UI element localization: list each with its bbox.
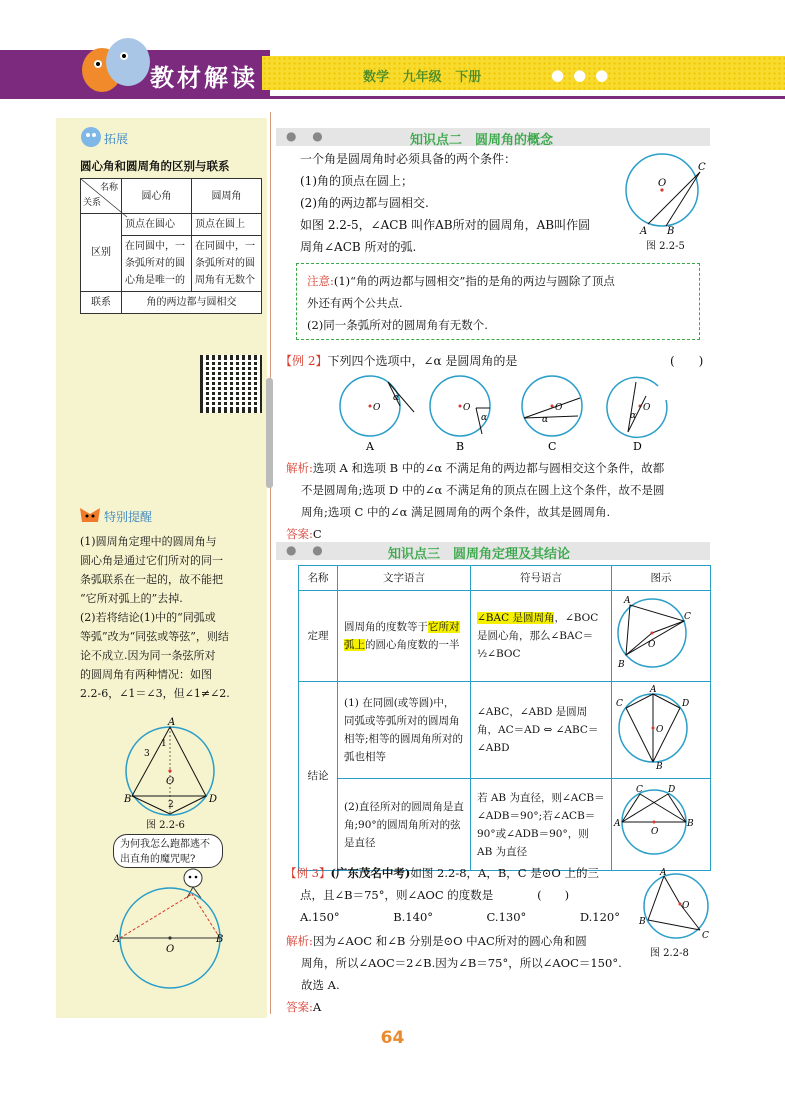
svg-text:O: O: [648, 640, 656, 650]
reminder-title: 特别提醒: [104, 510, 153, 524]
svg-text:O: O: [166, 776, 175, 787]
theorem-circle-diagram: [614, 593, 692, 673]
svg-text:α: α: [630, 411, 637, 421]
reminder-line: 等弧”改为“同弦或等弦”，则结: [80, 630, 229, 643]
svg-text:O: O: [651, 826, 659, 837]
col-header-central: 圆心角: [122, 179, 192, 214]
theorem-symbol-highlight: ∠BAC 是圆周角: [477, 612, 555, 624]
fox-icon: [78, 504, 102, 526]
conclusion-1-symbol: ∠ABC，∠ABD 是圆周角，AC＝AD ⇔ ∠ABC＝∠ABD: [471, 682, 612, 779]
svg-text:C: C: [702, 931, 709, 941]
header-strip: [262, 56, 785, 90]
svg-text:B: B: [618, 660, 625, 670]
conclusion-1-figure: [612, 682, 711, 779]
reminder-line: 条弧联系在一起的，故不能把: [80, 573, 223, 586]
kp2-line: 如图 2.2-5，∠ACB 叫作AB所对的圆周角，AB叫作圆: [300, 218, 591, 232]
speech-bubble: 为何我怎么跑都逃不出直角的魔咒呢?: [113, 834, 223, 868]
header-rule: [0, 96, 785, 99]
option-label: B: [456, 440, 465, 453]
corner-top-label: 名称: [99, 183, 118, 193]
header-subject: [363, 66, 481, 85]
link-cell: 角的两边都与圆相交: [122, 292, 262, 314]
scrollbar-thumb[interactable]: [266, 378, 273, 488]
svg-text:O: O: [643, 403, 651, 413]
svg-text:B: B: [656, 762, 663, 772]
conclusion-2-figure: [612, 779, 711, 871]
note-line: (2)同一条弧所对的圆周角有无数个.: [307, 318, 488, 332]
qr-code-pattern: [203, 358, 259, 410]
column-divider: [270, 112, 271, 1014]
analysis-line: 不是圆周角;选项 D 中的∠α 不满足角的顶点在圆上这个条件，故不是圆: [301, 483, 665, 497]
compare-table-heading: 圆心角和圆周角的区别与联系: [80, 159, 230, 173]
svg-text:B: B: [216, 934, 224, 945]
reminder-line: 圆心角是通过它们所对的同一: [80, 554, 223, 567]
header-dots: ●●●: [551, 66, 618, 84]
kp2-title: 知识点二 圆周角的概念: [410, 133, 554, 148]
svg-text:2: 2: [168, 800, 174, 810]
svg-text:1: 1: [161, 739, 167, 749]
diff-cell: 在同圆中，一条弧所对的圆周角有无数个: [192, 236, 262, 292]
svg-text:O: O: [658, 178, 667, 189]
svg-text:D: D: [209, 794, 218, 805]
option-label: C: [548, 440, 557, 453]
kp3-dots: ● ●: [286, 543, 329, 557]
ex2-question-text: 下列四个选项中，∠α 是圆周角的是: [327, 354, 518, 368]
figure-2-2-8: [638, 868, 714, 944]
theorem-text-post: 的圆心角度数的一半: [365, 639, 460, 651]
theorem-text-highlight: 它所对弧上: [344, 621, 460, 651]
answer-label: 答案:: [286, 1000, 313, 1014]
svg-text:C: C: [684, 612, 691, 622]
volume-label: 下册: [455, 70, 482, 85]
expand-icon: [80, 126, 102, 148]
theorem-symbol-text: ，∠BOC 是圆心角，那么∠BAC＝½∠BOC: [477, 612, 599, 660]
analysis-line: 因为∠AOC 和∠B 分别是⊙O 中AC所对的圆心角和圆: [312, 934, 587, 948]
row-header-difference: 区别: [81, 214, 122, 292]
note-line: 外还有两个公共点.: [307, 296, 403, 310]
svg-text:α: α: [393, 393, 400, 403]
conclusion-1-diagram: [614, 684, 692, 770]
compare-table: [80, 178, 262, 314]
runner-circle-diagram: [114, 880, 230, 998]
analysis-label: 解析:: [286, 934, 313, 948]
theorem-text-pre: 圆周角的度数等于: [344, 621, 428, 633]
reminder-line: (2)若将结论(1)中的“同弧或: [80, 611, 216, 624]
ex3-source: (广东茂名中考): [330, 866, 411, 880]
theorem-figure: [612, 591, 711, 682]
svg-text:A: A: [640, 226, 648, 237]
theorem-text: [338, 591, 471, 682]
ex3-option: D.120°: [579, 910, 620, 924]
reminder-line: 的圆周角有两种情况：如图: [80, 668, 212, 681]
ex3-line: 点，且∠B＝75°，则∠AOC 的度数是: [300, 888, 494, 902]
conclusion-2-symbol: 若 AB 为直径，则∠ACB＝∠ADB＝90°;若∠ACB＝90°或∠ADB＝90°，则 AB 为直径: [471, 779, 612, 871]
answer-value: C: [312, 527, 322, 541]
svg-text:A: A: [660, 868, 667, 878]
th-name: 名称: [299, 566, 338, 591]
svg-text:α: α: [542, 415, 549, 425]
ex2-options-figure: [330, 374, 710, 454]
mascot-icon: [80, 20, 150, 96]
ex3-option: C.130°: [486, 910, 527, 924]
kp2-dots: ● ●: [286, 129, 329, 143]
theorem-symbol: [471, 591, 612, 682]
th-figure: 图示: [612, 566, 711, 591]
th-text: 文字语言: [338, 566, 471, 591]
kp2-text: [300, 148, 590, 258]
reminder-line: 论不成立.因为同一条弦所对: [80, 649, 216, 662]
fig-225-caption: 图 2.2-5: [646, 241, 685, 252]
reminder-line: 2.2-6，∠1＝∠3，但∠1≠∠2.: [80, 687, 230, 700]
ex3-analysis: [286, 930, 622, 1018]
svg-text:A: A: [614, 818, 621, 829]
col-header-inscribed: 圆周角: [192, 179, 262, 214]
svg-text:B: B: [124, 794, 132, 805]
kp2-note: [296, 263, 700, 340]
page-number: 64: [380, 1028, 405, 1048]
svg-text:O: O: [656, 725, 664, 735]
row-header-link: 联系: [81, 292, 122, 314]
analysis-line: 选项 A 和选项 B 中的∠α 不满足角的两边都与圆相交这个条件，故都: [312, 461, 665, 475]
theorem-table: [298, 565, 711, 871]
svg-text:3: 3: [144, 749, 150, 759]
conclusion-2-diagram: [614, 782, 694, 862]
svg-text:A: A: [113, 934, 121, 945]
corner-bottom-label: 关系: [83, 198, 102, 208]
svg-text:D: D: [682, 699, 690, 709]
reminder-line: (1)圆周角定理中的圆周角与: [80, 535, 217, 548]
analysis-line: 周角;选项 C 中的∠α 满足圆周角的两个条件，故其是圆周角.: [301, 505, 611, 519]
theorem-name: 定理: [299, 591, 338, 682]
conclusion-name: 结论: [299, 682, 338, 871]
fig-228-caption: 图 2.2-8: [650, 948, 689, 959]
th-symbol: 符号语言: [471, 566, 612, 591]
ex2-question: [280, 350, 517, 372]
analysis-line: 周角，所以∠AOC＝2∠B.因为∠B＝75°，所以∠AOC＝150°.: [301, 956, 622, 970]
figure-2-2-6: [118, 714, 228, 818]
kp2-line: (2)角的两边都与圆相交.: [300, 196, 429, 210]
ex3-options: [300, 906, 620, 928]
diff-cell: 在同圆中，一条弧所对的圆心角是唯一的: [122, 236, 192, 292]
figure-2-2-5: [620, 150, 710, 236]
svg-text:C: C: [636, 784, 643, 795]
fig-226-caption: 图 2.2-6: [146, 820, 185, 831]
ex3-paren: ( ): [537, 888, 570, 902]
note-line: (1)“角的两边都与圆相交”指的是角的两边与圆除了顶点: [333, 274, 615, 288]
svg-text:C: C: [698, 162, 706, 173]
svg-text:A: A: [168, 717, 176, 728]
svg-text:O: O: [373, 403, 381, 413]
diff-cell: 顶点在圆上: [192, 214, 262, 236]
reminder-text: [80, 532, 266, 703]
kp2-line: (1)角的顶点在圆上；: [300, 174, 413, 188]
ex3-question: [285, 862, 599, 906]
ex3-line: 如图 2.2-8，A，B，C 是⊙O 上的三: [410, 866, 599, 880]
svg-text:O: O: [463, 403, 471, 413]
svg-text:O: O: [555, 403, 563, 413]
option-label: D: [633, 440, 642, 453]
answer-label: 答案:: [286, 527, 313, 541]
answer-value: A: [312, 1000, 322, 1014]
svg-text:O: O: [682, 901, 690, 911]
svg-text:A: A: [650, 685, 657, 695]
kp3-title: 知识点三 圆周角定理及其结论: [388, 547, 571, 562]
diff-cell: 顶点在圆心: [122, 214, 192, 236]
svg-text:D: D: [668, 784, 676, 795]
header-logo: 教材解读: [150, 64, 258, 92]
ex2-paren: ( ): [670, 354, 704, 368]
svg-text:A: A: [624, 596, 631, 606]
ex2-tag: 【例 2】: [280, 354, 328, 368]
ex3-tag: 【例 3】: [285, 866, 331, 880]
conclusion-1-text: (1) 在同圆(或等圆)中，同弧或等弧所对的圆周角相等;相等的圆周角所对的弧也相等: [338, 682, 471, 779]
kp2-line: 一个角是圆周角时必须具备的两个条件：: [300, 152, 517, 166]
analysis-line: 故选 A.: [301, 978, 340, 992]
svg-text:B: B: [639, 917, 646, 927]
note-label: 注意:: [307, 274, 334, 288]
svg-text:C: C: [616, 699, 623, 709]
corner-cell: [81, 179, 122, 214]
analysis-label: 解析:: [286, 461, 313, 475]
grade-label: 九年级: [402, 70, 442, 85]
kp2-line: 周角∠ACB 所对的弧.: [300, 240, 417, 254]
option-label: A: [366, 440, 374, 453]
svg-text:α: α: [481, 413, 488, 423]
svg-text:B: B: [667, 226, 675, 237]
ex2-analysis: [286, 457, 664, 545]
ex3-option: A.150°: [300, 910, 340, 924]
expand-title: 拓展: [104, 132, 129, 146]
svg-text:B: B: [687, 818, 694, 829]
svg-text:O: O: [166, 944, 175, 955]
subject-label: 数学: [363, 70, 390, 85]
reminder-line: “它所对弧上的”去掉.: [80, 592, 183, 605]
conclusion-2-text: (2)直径所对的圆周角是直角;90°的圆周角所对的弦是直径: [338, 779, 471, 871]
ex3-option: B.140°: [393, 910, 434, 924]
